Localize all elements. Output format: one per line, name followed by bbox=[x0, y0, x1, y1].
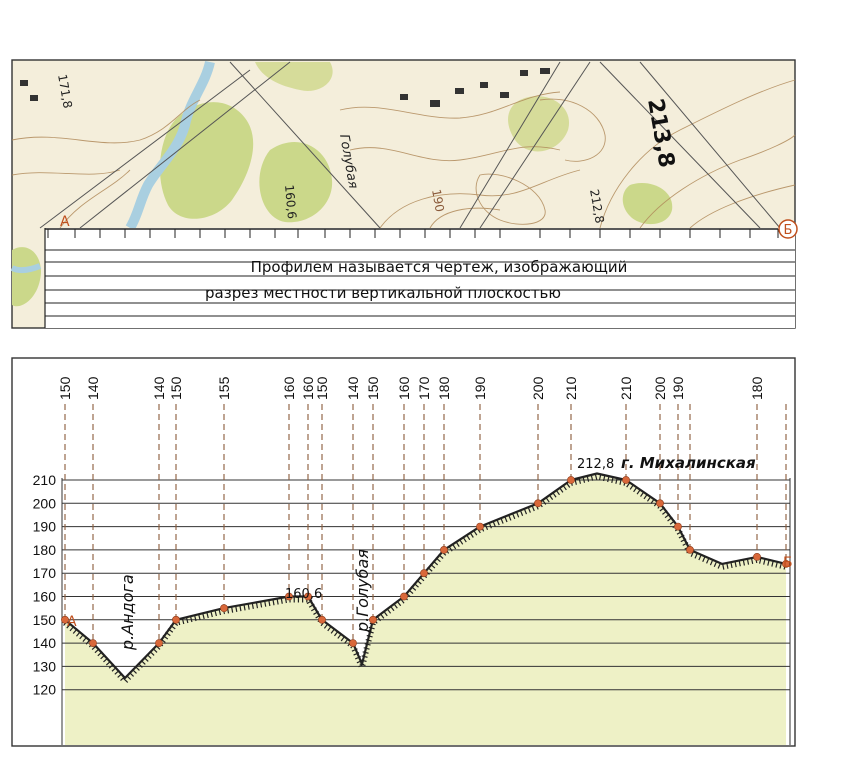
profile-start-label: А bbox=[67, 614, 77, 630]
point-b-label: Б bbox=[783, 223, 793, 238]
profile-point bbox=[686, 546, 693, 553]
elevation-tick-label: 140 bbox=[32, 635, 56, 652]
elevation-tick-label: 190 bbox=[32, 518, 56, 535]
spot-height-label: 160,6 bbox=[282, 184, 299, 220]
contour-value-label: 200 bbox=[530, 376, 546, 400]
profile-strip bbox=[45, 228, 795, 328]
profile-point bbox=[172, 616, 179, 623]
spot-height-label: 160,6 bbox=[285, 587, 323, 602]
hill-name-label: г. Михалинская bbox=[621, 454, 756, 472]
contour-value-label: 160 bbox=[396, 376, 412, 400]
contour-value-label: 180 bbox=[436, 376, 452, 400]
profile-panel bbox=[12, 358, 795, 746]
profile-point bbox=[440, 546, 447, 553]
profile-point bbox=[89, 640, 96, 647]
hill-height-label: 213,8 bbox=[642, 96, 679, 170]
profile-point bbox=[420, 570, 427, 577]
elevation-tick-label: 160 bbox=[32, 588, 56, 605]
profile-point bbox=[155, 640, 162, 647]
contour-value-label: 170 bbox=[416, 376, 432, 400]
river-golubaya-label: р.Голубая bbox=[353, 549, 372, 632]
profile-point bbox=[220, 605, 227, 612]
elevation-tick-label: 150 bbox=[32, 611, 56, 628]
contour-value-label: 200 bbox=[652, 376, 668, 400]
profile-point bbox=[622, 476, 629, 483]
contour-value-label: 140 bbox=[85, 376, 101, 400]
spot-height-label: 171,8 bbox=[55, 73, 75, 110]
contour-value-label: 210 bbox=[563, 376, 579, 400]
spot-height-label: 212,8 bbox=[587, 188, 607, 225]
profile-point bbox=[349, 640, 356, 647]
profile-end-label: Б bbox=[783, 555, 793, 571]
contour-label: 190 bbox=[429, 188, 447, 214]
elevation-tick-label: 180 bbox=[32, 541, 56, 558]
contour-value-label: 150 bbox=[365, 376, 381, 400]
river-label: Голубая bbox=[336, 133, 361, 190]
contour-value-label: 140 bbox=[151, 376, 167, 400]
contour-value-label: 160 bbox=[281, 376, 297, 400]
profile-point bbox=[476, 523, 483, 530]
elevation-tick-label: 200 bbox=[32, 495, 56, 512]
contour-value-label: 160 bbox=[300, 376, 316, 400]
profile-point bbox=[674, 523, 681, 530]
contour-value-label: 190 bbox=[670, 376, 686, 400]
profile-point bbox=[534, 500, 541, 507]
profile-point bbox=[318, 616, 325, 623]
elevation-tick-label: 170 bbox=[32, 565, 56, 582]
contour-value-label: 155 bbox=[216, 376, 232, 400]
elevation-tick-label: 120 bbox=[32, 681, 56, 698]
map-panel bbox=[12, 60, 797, 328]
elevation-tick-label: 130 bbox=[32, 658, 56, 675]
profile-point bbox=[400, 593, 407, 600]
contour-value-label: 150 bbox=[314, 376, 330, 400]
contour-value-label: 180 bbox=[749, 376, 765, 400]
river-andoga-label: р.Андога bbox=[118, 574, 137, 650]
elevation-tick-label: 210 bbox=[32, 472, 56, 488]
contour-value-label: 190 bbox=[472, 376, 488, 400]
contour-value-label: 210 bbox=[618, 376, 634, 400]
point-a-label: А bbox=[60, 214, 70, 230]
contour-value-label: 150 bbox=[57, 376, 73, 400]
contour-value-label: 140 bbox=[345, 376, 361, 400]
contour-labels bbox=[57, 376, 765, 400]
profile-point bbox=[567, 476, 574, 483]
caption-line-2: разрез местности вертикальной плоскостью bbox=[205, 284, 561, 302]
contour-value-label: 150 bbox=[168, 376, 184, 400]
profile-point bbox=[753, 553, 760, 560]
peak-height-label: 212,8 bbox=[577, 457, 615, 472]
profile-point bbox=[656, 500, 663, 507]
caption-line-1: Профилем называется чертеж, изображающий bbox=[250, 258, 628, 276]
